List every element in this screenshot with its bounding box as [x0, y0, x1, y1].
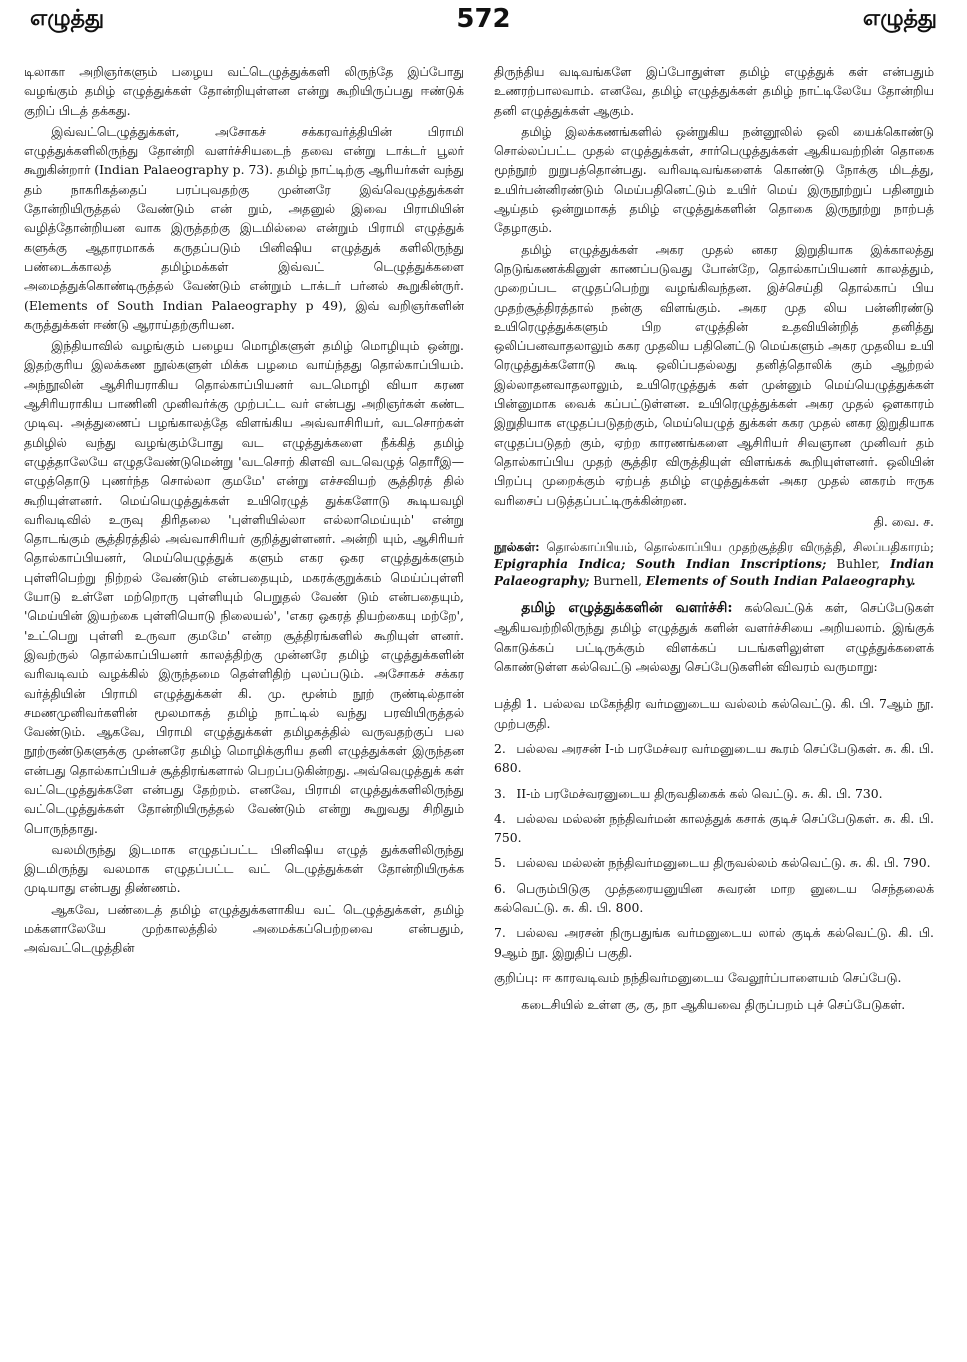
list-item-number: 5. [494, 855, 506, 871]
references-label: நூல்கள்: [494, 540, 540, 555]
references-text-1: தொல்காப்பியம், தொல்காப்பிய முதற்சூத்திர விருத்தி, சிலப்பதிகாரம்; [546, 540, 934, 555]
list-item [494, 694, 934, 733]
running-head [30, 6, 937, 46]
right-column [494, 62, 934, 1352]
list-item-text: பல்லவ அரசன் I-ம் பரமேச்வர வர்மனுடைய கூரம் செப்பேடுகள். சு. கி. பி. 680. [494, 740, 934, 776]
left-column [24, 62, 464, 1352]
list-item-number: 6. [494, 880, 506, 896]
list-item-number: 2. [494, 740, 506, 756]
list-item [494, 784, 934, 803]
list-item-text: II-ம் பரமேச்வரனுடைய திருவதிகைக் கல் வெட்டு. சு. கி. பி. 730. [516, 785, 883, 801]
list-item-number: 3. [494, 785, 506, 801]
list-item [494, 739, 934, 778]
right-paragraph-3: தமிழ் எழுத்துக்கள் அகர முதல் னகர இறுதியாக இக்காலத்து நெடுங்கணக்கினுள் காணப்படுவது போன்றே, தொல்காப்பியனர் காலத்தும், முறைப்பட எழுதப்பெற்று வழங்கிவந்தன. இச்செய்தி தொல்காப் பிய முதற்சூத்திரத்தால் நன்கு விளங்கும். அகர முத லிய பன்னிரண்டு உயிரெழுத்துக்களும் பிற எழுத்தின் உதவியின்றித் தனித்து ஒலிப்பனவாதலாலும் ககர முதலிய பதினெட்டு மெய்களும் அகர முதலிய உயி ரெழுத்துக்களோடு கூடி ஒலிப்பதல்லது தனித்தொலிக் கும் ஆற்றல் இல்லாதனவாதலாலும், உயிரெழுத்துக் கள் முன்னும் மெய்யெழுத்துக்கள் பின்னுமாக வைக் கப்பட்டுள்ளன. உயிரெழுத்துக்கள் அகர முதல் ஔகாரம் இறுதியாக எழுதப்படுதற்கும், மெய்யெழுத் துக்கள் ககர முதல் னகர இறுதியாக எழுதப்படுதற் கும், ஏற்ற காரணங்களை ஆசிரியர் சிவஞான முனிவர் தம் தொல்காப்பிய முதற் சூத்திர விருத்தியுள் விளங்கக் கூறியுள்ளனர். ஒலியின் பிறப்பு முறைக்கும் ஏற்பத் தமிழ் எழுத்துக்கள் அகர முதல் னகரம் ஈருக வரிசைப் படுத்தப்பட்டிருக்கின்றன. [494, 241, 934, 508]
right-paragraph-1: திருந்திய வடிவங்களே இப்போதுள்ள தமிழ் எழுத்துக் கள் என்பதும் உணரற்பாலவாம். எனவே, தமிழ் எழுத்துக்கள் தமிழ் நாட்டிலேயே தோன்றிய தனி எழுத்துக்கள் ஆகும். [494, 64, 934, 118]
section-intro-text: கல்வெட்டுக் கள், செப்பேடுகள் ஆகியவற்றிலிருந்து தமிழ் எழுத்துக் களின் வளர்ச்சியை அறியலாம். இங்குக் கொடுக்கப் பட்டிருக்கும் விளக்கப் படங்களிலுள்ள எழுத்துக்களைக் கொண்டுள்ள கல்வெட்டு அல்லது செப்பேடுகளின் விவரம் வருமாறு: [494, 600, 934, 675]
section-intro [494, 598, 934, 676]
list-item [494, 853, 934, 872]
references-text-2: Buhler, [836, 557, 880, 572]
left-paragraph-1: டிலாகா அறிஞர்களும் பழைய வட்டெழுத்துக்களி லிருந்தே இப்போது வழங்கும் தமிழ் எழுத்துக்கள் தோன்றியுள்ளன என்று கூறியிருப்பது ஈண்டுக் குறிப் பிடத் தக்கது. [24, 64, 464, 118]
list-item [494, 879, 934, 918]
running-head-right: எழுத்து [862, 6, 937, 31]
list-item-text: பல்லவ மல்லன் நந்திவர்மனுடைய திருவல்லம் கல்வெட்டு. சு. கி. பி. 790. [516, 855, 931, 871]
page-number: 572 [456, 4, 511, 34]
list-item-number: பத்தி 1. [494, 696, 538, 712]
left-paragraph-5: ஆகவே, பண்டைத் தமிழ் எழுத்துக்களாகிய வட் டெழுத்துக்கள், தமிழ் மக்களாலேயே முற்காலத்தில் அமைக்கப்பெற்றவை என்பதும், அவ்வட்டெழுத்தின் [24, 901, 464, 956]
list-item-text: பல்லவ அரசன் நிருபதுங்க வர்மனுடைய லால் குடிக் கல்வெட்டு. கி. பி. 9ஆம் நூ. இறுதிப் பகுதி. [494, 925, 934, 960]
right-paragraph-2: தமிழ் இலக்கணங்களில் ஒன்றுகிய நன்னூலில் ஒலி யைக்கொண்டு சொல்லப்பட்ட முதல் எழுத்துக்கள், சார்பெழுத்துக்கள் ஆகியவற்றின் தொகை மூந்நூற் றுறுபத்தொன்பது. வரிவடிவங்களைக் கொண்டு நோக்கு மிடத்து, உயிர்பன்னிரண்டும் மெய்பதினெட்டும் உயிர் மெய் இருநூற்றுப் பதினறும் ஆய்தம் ஒன்றுமாகத் தமிழ் எழுத்துக்களின் தொகை இருநூற்று நாற்பத் தேழாகும். [494, 123, 934, 236]
list-item-text: பெரும்பிடுகு முத்தரையனுயின சுவரன் மாற னுடைய செந்தலைக் கல்வெட்டு. சு. கி. பி. 800. [494, 880, 934, 915]
references-italic-1: Epigraphia Indica; South Indian Inscriptions; [494, 557, 827, 572]
references-italic-2: Indian Palaeography; [494, 557, 934, 589]
list-item-text: பல்லவ மல்லன் நந்திவர்மன் காலத்துக் கசாக் குடிச் செப்பேடுகள். சு. கி. பி. 750. [494, 810, 934, 846]
closing-note: கடைசியில் உள்ள கு, கு, நா ஆகியவை திருப்பறம் புச் செப்பேடுகள். [521, 997, 906, 1013]
inscription-list [494, 694, 934, 962]
section-heading: தமிழ் எழுத்துக்களின் வளர்ச்சி: [521, 600, 733, 617]
author-signature: தி. வை. ச. [873, 513, 934, 529]
list-item [494, 809, 934, 848]
left-paragraph-2: இவ்வட்டெழுத்துக்கள், அசோகச் சக்கரவர்த்தியின் பிராமி எழுத்துக்களிலிருந்து தோன்றி வளர்ச்சியடைந் தவை என்று டாக்டர் பூலர் கூறுகின்றார் (Indian Palaeography p. 73). தமிழ் நாட்டிற்கு ஆரியர்கள் வந்து தம் நாகரிகத்தைப் பரப்புவதற்கு முன்னரே இவ்வெழுத்துக்கள் தோன்றியிருத்தல் வேண்டும் என் றும், அதனுல் இவை பிராமியின் வழித்தோன்றியன வாக இருத்தற்கு இடமில்லை என்றும் பிராமி எழுத்துக் களுக்கு ஆதாரமாகக் கருதப்படும் பினிஷிய எழுத்துக் களிலிருந்து பண்டைக்காலத் தமிழ்மக்கள் இவ்வட் டெழுத்துக்களை அமைத்துக்கொண்டிருத்தல் வேண்டும் என்றும் டாக்டர் பர்னல் கூறுகின்ருர். (Elements of South Indian Palaeography p 49), இவ் வறிஞர்களின் கருத்துக்கள் ஈண்டு ஆராய்தற்குரியன. [24, 123, 464, 332]
references [494, 539, 934, 590]
list-item-number: 4. [494, 810, 506, 826]
list-item-text: பல்லவ மகேந்திர வர்மனுடைய வல்லம் கல்வெட்டு. கி. பி. 7ஆம் நூ. முற்பகுதி. [494, 696, 934, 731]
list-item-number: 7. [494, 925, 506, 941]
left-paragraph-3: இந்தியாவில் வழங்கும் பழைய மொழிகளுள் தமிழ் மொழியும் ஒன்று. இதற்குரிய இலக்கண நூல்களுள் மிக்க பழமை வாய்ந்தது தொல்காப்பியம். அந்நூலின் ஆசிரியராகிய தொல்காப்பியனர் வடமொழி வியா கரண ஆசிரியராகிய பாணினி முனிவர்க்கு முற்பட்ட வர் என்பது அறிஞர்கள் கண்ட முடிவு. அத்துணைப் பழங்காலத்தே விளங்கிய அவ்வாசிரியர், வடசொற்கள் தமிழில் வந்து வழங்கும்போது வட எழுத்துக்களை நீக்கித் தமிழ் எழுத்தாலேயே எழுதவேண்டுமென்று 'வடசொற் கிளவி வடவெழுத் தொரீஇ—எழுத்தொடு புணர்ந்த சொல்லா குமமே' என்று எச்சவியற் சூத்திரத் தில் கூறியுள்ளனர். மெய்யெழுத்துக்கள் உயிரெழுத் துக்களோடு கூடியவழி வரிவடிவில் உருவு திரிதலை 'புள்ளியில்லா எல்லாமெய்யும்' என்று தொடங்கும் சூத்திரத்தில் அவ்வாசிரியர் குறித்துள்ளனர். அன்றி யும், ஆசிரியர் தொல்காப்பியனர், மெய்யெழுத்துக் களும் எகர ஒகர எழுத்துக்களும் புள்ளிபெற்று நிற்றல் வேண்டும் என்பதையும், மகரக்குறுக்கம் மெய்ப்புள்ளி யோடு உள்ளே மற்றொரு புள்ளியும் பெறுதல் வேண் டும் என்பதையும், 'மெய்யின் இயற்கை புள்ளியொடு நிலையல்', 'எகர ஒகரத் தியற்கையு மற்றே', 'உட்பெறு புள்ளி உருவா குமமே' என்ற சூத்திரங்களில் கூறியுள் ளனர். இவற்ருல் தொல்காப்பியனர் காலத்திற்கு முன்னரே தமிழ் எழுத்துக்களின் வரிவடிவம் வழக்கில் இருந்தமை தெள்ளிதிற் புலப்படும். அசோகச் சக்கர வர்த்தியின் பிராமி எழுத்துக்கள் கி. மு. மூன்ம் நூற் ருண்டில்தான் சமணமுனிவர்களின் மூலமாகத் தமிழ் நாட்டில் வந்து பரவியிருத்தல் வேண்டும். ஆகவே, பிராமி எழுத்துக்கள் தமிழகத்தில் வருவதற்குப் பல நூற்ருண்டுகளுக்கு முன்னரே தமிழ் மொழிக்குரிய தனி எழுத்துக்கள் இருந்தன என்பது தொல்காப்பியச் சூத்திரங்களால் பெறப்படுகின்றது. அவ்வெழுத்துக் கள் வட்டெழுத்துக்களே என்பது தேற்றம். எனவே, பிராமி எழுத்துக்களிலிருந்து வட்டெழுத்துக்கள் தோன்றியிருத்தல் வேண்டும் என்று கூறுவது சிறிதும் பொருந்தாது. [24, 338, 464, 836]
left-paragraph-4: வலமிருந்து இடமாக எழுதப்பட்ட பினிஷிய எழுத் துக்களிலிருந்து இடமிருந்து வலமாக எழுதப்பட்ட வட் டெழுத்துக்கள் தோன்றியிருக்க முடியாது என்பது திண்ணம். [24, 841, 464, 896]
inscription-note: குறிப்பு: ஈ காரவடிவம் நந்திவர்மனுடைய வேலூர்ப்பாளையம் செப்பேடு. [494, 969, 902, 985]
references-italic-3: Elements of South Indian Palaeography. [645, 574, 916, 589]
running-head-left: எழுத்து [30, 6, 105, 31]
list-item [494, 923, 934, 962]
references-text-3: Burnell, [593, 574, 642, 589]
